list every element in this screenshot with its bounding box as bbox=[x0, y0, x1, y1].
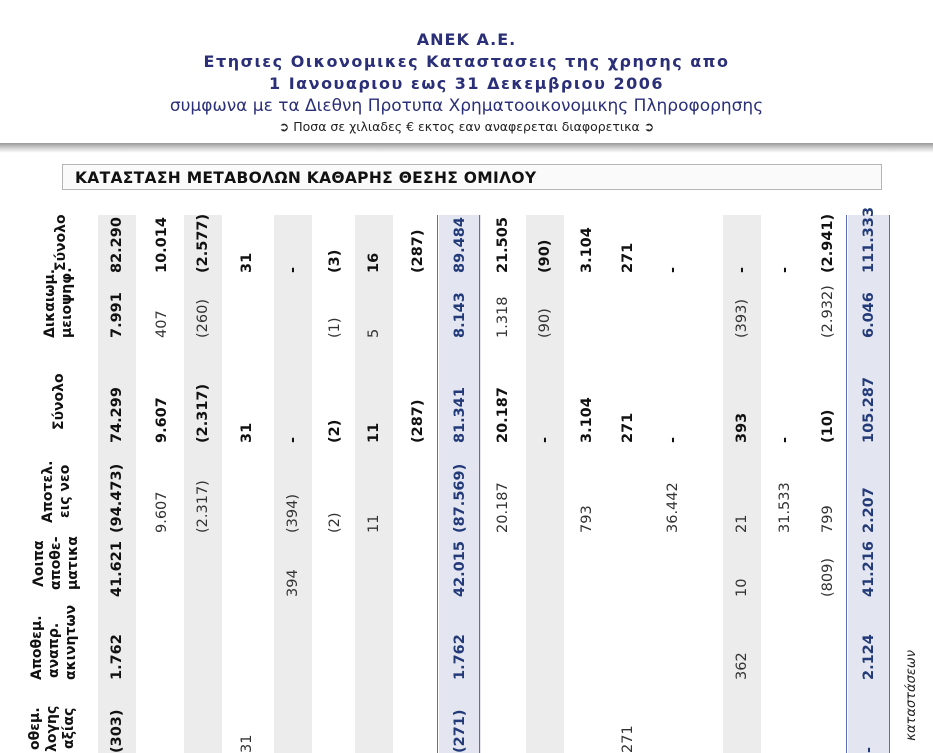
table-cell: 2.207 bbox=[861, 487, 877, 533]
table-cell: - bbox=[665, 436, 681, 443]
column-header: οθεμ. λογης αξίας bbox=[27, 705, 77, 752]
header-divider bbox=[0, 143, 933, 153]
table-cell: - bbox=[537, 436, 553, 443]
table-cell: 10 bbox=[734, 578, 750, 597]
table-cell: (393) bbox=[734, 299, 750, 338]
table-cell: (90) bbox=[537, 308, 553, 338]
total-row-rule bbox=[889, 215, 890, 753]
table-cell: (2) bbox=[327, 512, 343, 533]
table-cell: 3.104 bbox=[579, 397, 595, 443]
table-cell: (10) bbox=[820, 409, 836, 443]
column-header: Σύνολο bbox=[53, 214, 69, 271]
column-header: Σύνολο bbox=[51, 373, 67, 430]
table-cell: 1.762 bbox=[109, 634, 125, 680]
table-cell: 8.143 bbox=[452, 292, 468, 338]
table-cell: (271) bbox=[452, 709, 468, 753]
company-name: ANEK A.E. bbox=[416, 30, 517, 49]
table-cell: 271 bbox=[620, 725, 636, 753]
table-cell: 31.533 bbox=[777, 482, 793, 533]
table-cell: 362 bbox=[734, 652, 750, 680]
table-cell: - bbox=[285, 436, 301, 443]
table-cell: (87.569) bbox=[452, 463, 468, 533]
table-cell: 82.290 bbox=[109, 217, 125, 273]
table-cell: (2) bbox=[327, 419, 343, 443]
table-cell: (394) bbox=[285, 494, 301, 533]
table-cell: 9.607 bbox=[154, 397, 170, 443]
report-title: Ετησιες Οικονομικες Καταστασεις της χρησης απο bbox=[203, 52, 730, 71]
table-cell: 105.287 bbox=[861, 376, 877, 443]
table-cell: 5 bbox=[366, 328, 382, 338]
table-cell: 2.124 bbox=[861, 634, 877, 680]
table-cell: - bbox=[777, 436, 793, 443]
section-title: ΚΑΤΑΣΤΑΣΗ ΜΕΤΑΒΟΛΩΝ ΚΑΘΑΡΗΣ ΘΕΣΗΣ ΟΜΙΛΟΥ bbox=[75, 169, 537, 187]
table-cell: - bbox=[285, 266, 301, 273]
table-cell: (1) bbox=[327, 317, 343, 338]
table-cell: (2.577) bbox=[195, 213, 211, 273]
table-cell: 6.046 bbox=[861, 292, 877, 338]
table-cell: 81.341 bbox=[452, 387, 468, 443]
table-cell: 36.442 bbox=[665, 482, 681, 533]
table-cell: 793 bbox=[579, 505, 595, 533]
table-cell: 31 bbox=[239, 422, 255, 443]
currency-note: ➲ Ποσα σε χιλιαδες € εκτος εαν αναφερεται διαφορετικα ➲ bbox=[278, 119, 655, 134]
column-header: Αποτελ. εις νεο bbox=[40, 460, 73, 523]
table-cell: 20.187 bbox=[495, 387, 511, 443]
table-cell: 11 bbox=[366, 422, 382, 443]
total-row-rule bbox=[846, 215, 847, 753]
table-cell: (2.317) bbox=[195, 383, 211, 443]
table-cell: 21.505 bbox=[495, 217, 511, 273]
report-period: 1 Ιανουαριου εως 31 Δεκεμβριου 2006 bbox=[269, 74, 664, 93]
table-cell: 271 bbox=[620, 412, 636, 443]
table-cell: (287) bbox=[410, 399, 426, 443]
table-cell: 799 bbox=[820, 505, 836, 533]
table-cell: 16 bbox=[366, 252, 382, 273]
table-cell: 41.621 bbox=[109, 541, 125, 597]
table-cell: 20.187 bbox=[495, 482, 511, 533]
table-cell: 10.014 bbox=[154, 217, 170, 273]
table-cell: 9.607 bbox=[154, 491, 170, 533]
table-cell: (94.473) bbox=[109, 463, 125, 533]
table-cell: 3.104 bbox=[579, 227, 595, 273]
section-header bbox=[62, 164, 882, 190]
table-cell: 11 bbox=[366, 514, 382, 533]
table-cell: - bbox=[665, 266, 681, 273]
table-cell: 1.762 bbox=[452, 634, 468, 680]
table-cell: (90) bbox=[537, 239, 553, 273]
side-note: καταστάσεων bbox=[904, 650, 919, 741]
column-header: Δικαιωμ. μειοψηφ. bbox=[42, 267, 75, 338]
table-cell: 74.299 bbox=[109, 387, 125, 443]
table-cell: 31 bbox=[239, 252, 255, 273]
table-cell: 7.991 bbox=[109, 292, 125, 338]
table-cell: (2.932) bbox=[820, 285, 836, 338]
report-header bbox=[0, 0, 933, 143]
table-cell: (3) bbox=[327, 249, 343, 273]
column-header: Αποθεμ. αναπρ. ακινητων bbox=[29, 604, 79, 680]
table-cell: 21 bbox=[734, 514, 750, 533]
table-cell: 394 bbox=[285, 569, 301, 597]
total-row-rule bbox=[479, 215, 480, 753]
table-cell: - bbox=[734, 266, 750, 273]
table-cell: (303) bbox=[109, 709, 125, 753]
column-header: Λοιπα αποθε- ματικα bbox=[31, 536, 81, 591]
table-cell: (287) bbox=[410, 229, 426, 273]
table-cell: 1.318 bbox=[495, 296, 511, 338]
table-cell: (260) bbox=[195, 299, 211, 338]
table-cell: - bbox=[777, 266, 793, 273]
table-cell: 111.333 bbox=[861, 206, 877, 273]
table-cell: (2.317) bbox=[195, 480, 211, 533]
table-cell: (809) bbox=[820, 558, 836, 597]
table-cell: 42.015 bbox=[452, 541, 468, 597]
table-cell: 89.484 bbox=[452, 217, 468, 273]
table-cell: - bbox=[861, 746, 877, 753]
table-cell: 271 bbox=[620, 242, 636, 273]
table-cell: (2.941) bbox=[820, 213, 836, 273]
table-cell: 393 bbox=[734, 412, 750, 443]
table-cell: 31 bbox=[239, 734, 255, 753]
total-row-rule bbox=[437, 215, 438, 753]
report-standards: συμφωνα με τα Διεθνη Προτυπα Χρηματοοικονομικης Πληροφορησης bbox=[169, 96, 764, 116]
table-cell: 407 bbox=[154, 310, 170, 338]
table-cell: 41.216 bbox=[861, 541, 877, 597]
